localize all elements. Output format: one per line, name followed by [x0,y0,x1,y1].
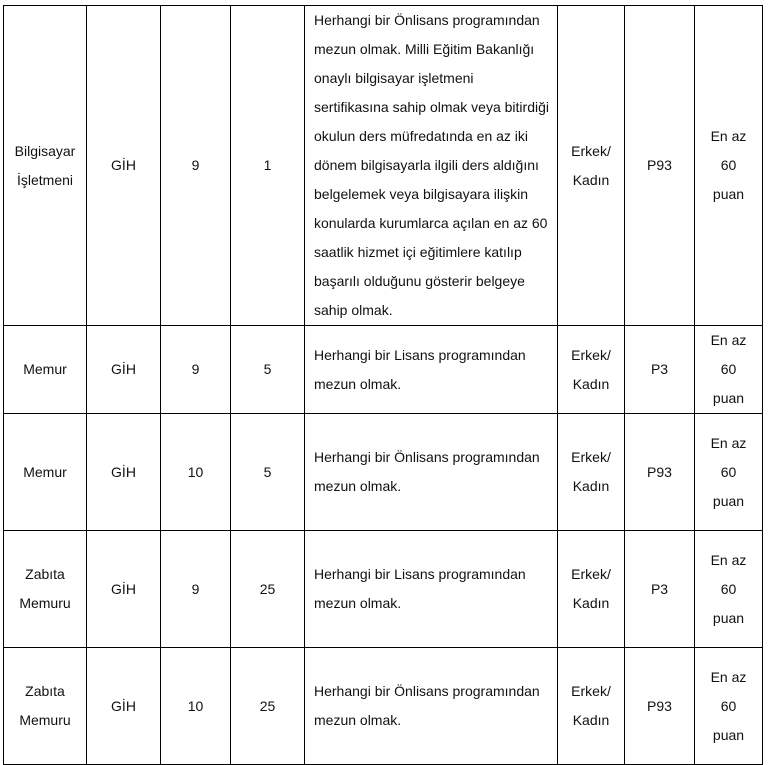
minimum-score-cell: En az 60 puan [695,6,763,326]
position-count-cell: 5 [231,326,305,414]
degree-cell: 9 [161,6,231,326]
degree-cell: 10 [161,648,231,765]
position-count-cell: 25 [231,531,305,648]
position-title-cell: Bilgisayar İşletmeni [4,6,87,326]
requirement-cell: Herhangi bir Önlisans programından mezun olmak. Milli Eğitim Bakanlığı onaylı bilgisayar işletmeni sertifikasına sahip olmak veya bitirdiği okulun ders müfredatında en az iki dönem bilgisayarla ilgili ders aldığını belgelemek veya bilgisayara ilişkin konularda kurumlarca açılan en az 60 saatlik hizmet içi eğitimlere katılıp başarılı olduğunu gösterir belgeye sahip olmak. [305,6,558,326]
score-type-cell: P3 [625,326,695,414]
degree-cell: 9 [161,531,231,648]
degree-cell: 10 [161,414,231,531]
score-type-cell: P93 [625,648,695,765]
table-row [4,6,763,326]
class-cell: GİH [87,648,161,765]
requirement-cell: Herhangi bir Önlisans programından mezun olmak. [305,648,558,765]
class-cell: GİH [87,414,161,531]
gender-cell: Erkek/ Kadın [558,414,625,531]
table-row [4,414,763,531]
score-type-cell: P3 [625,531,695,648]
degree-cell: 9 [161,326,231,414]
table-row [4,531,763,648]
position-title-cell: Zabıta Memuru [4,531,87,648]
gender-cell: Erkek/ Kadın [558,326,625,414]
position-title-cell: Zabıta Memuru [4,648,87,765]
minimum-score-cell: En az 60 puan [695,648,763,765]
position-title-cell: Memur [4,326,87,414]
position-title-cell: Memur [4,414,87,531]
requirement-cell: Herhangi bir Lisans programından mezun olmak. [305,531,558,648]
requirement-cell: Herhangi bir Önlisans programından mezun olmak. [305,414,558,531]
gender-cell: Erkek/ Kadın [558,648,625,765]
requirement-cell: Herhangi bir Lisans programından mezun olmak. [305,326,558,414]
class-cell: GİH [87,531,161,648]
score-type-cell: P93 [625,414,695,531]
minimum-score-cell: En az 60 puan [695,414,763,531]
minimum-score-cell: En az 60 puan [695,326,763,414]
positions-table [3,5,763,765]
position-count-cell: 1 [231,6,305,326]
table-row [4,648,763,765]
position-count-cell: 5 [231,414,305,531]
table-row [4,326,763,414]
gender-cell: Erkek/ Kadın [558,531,625,648]
gender-cell: Erkek/ Kadın [558,6,625,326]
score-type-cell: P93 [625,6,695,326]
minimum-score-cell: En az 60 puan [695,531,763,648]
position-count-cell: 25 [231,648,305,765]
class-cell: GİH [87,6,161,326]
class-cell: GİH [87,326,161,414]
